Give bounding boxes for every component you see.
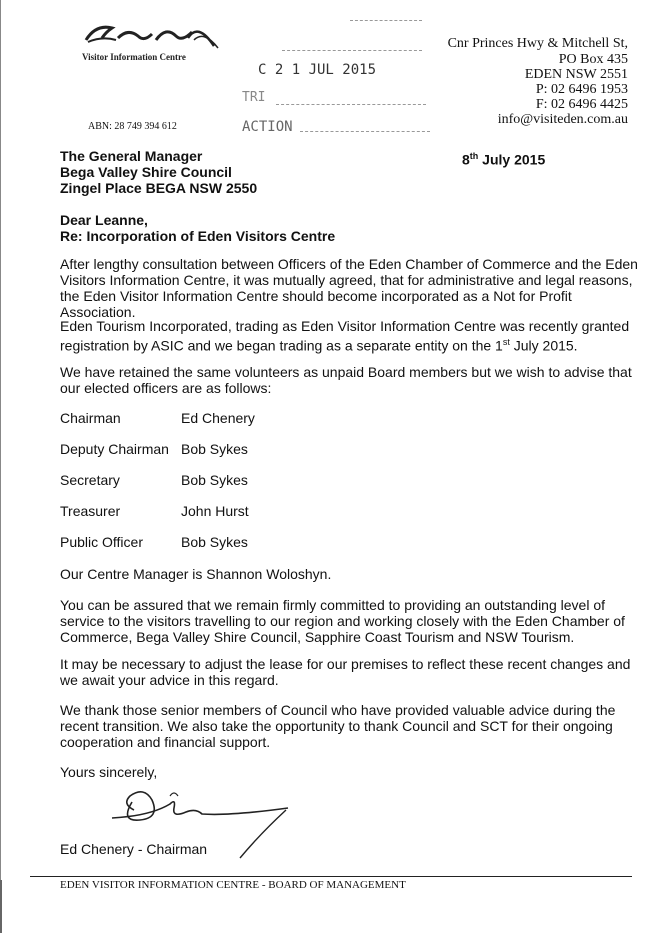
logo-wave-icon xyxy=(82,18,222,54)
paragraph-lease: It may be necessary to adjust the lease for our premises to reflect these recent changes and we await your advice in this regard. xyxy=(60,656,631,688)
recipient-line-2: Bega Valley Shire Council xyxy=(60,164,232,180)
logo-subtitle: Visitor Information Centre xyxy=(82,52,186,62)
registration-text: Eden Tourism Incorporated, trading as Eden Visitor Information Centre was recently granted registration by ASIC and we began trading as a separate entity on the 1 xyxy=(60,318,630,354)
closing: Yours sincerely, xyxy=(60,764,158,780)
address-line-3: EDEN NSW 2551 xyxy=(524,67,628,82)
officer-name: Bob Sykes xyxy=(181,472,248,488)
eden-logo xyxy=(82,18,222,70)
abn-number: ABN: 28 749 394 612 xyxy=(88,121,177,132)
address-email: info@visiteden.com.au xyxy=(497,112,628,127)
footer-divider xyxy=(30,876,632,877)
recipient-line-1: The General Manager xyxy=(60,148,203,164)
stamp-rule-2 xyxy=(276,104,426,105)
registration-date: July 2015. xyxy=(509,337,578,354)
address-fax: F: 02 6496 4425 xyxy=(535,97,628,112)
paragraph-registration xyxy=(60,318,640,354)
stamp-rule-1 xyxy=(282,50,422,51)
officer-role: Secretary xyxy=(60,472,120,488)
officer-role: Deputy Chairman xyxy=(60,441,169,457)
officer-name: John Hurst xyxy=(181,503,249,519)
stamp-rule-top xyxy=(350,20,422,21)
paragraph-commitment: You can be assured that we remain firmly committed to providing an outstanding level of service to the visitors travelling to our region and working closely with the Eden Chamber of Commerce, Bega Valley Shire Council, Sapphire Coast Tourism and NSW Tourism. xyxy=(60,597,625,645)
date-rest: July 2015 xyxy=(478,151,546,168)
letter-date xyxy=(462,148,545,168)
trim-stamp-label: TRI xyxy=(242,90,266,105)
officer-role: Treasurer xyxy=(60,503,121,519)
date-day: 8 xyxy=(462,151,470,168)
page-edge-mark xyxy=(0,880,2,933)
received-stamp-date: C 2 1 JUL 2015 xyxy=(258,62,377,78)
subject-line: Re: Incorporation of Eden Visitors Centre xyxy=(60,228,336,244)
officer-role: Public Officer xyxy=(60,534,143,550)
stamp-rule-3 xyxy=(300,131,430,132)
signatory-name: Ed Chenery - Chairman xyxy=(60,841,208,857)
officer-name: Bob Sykes xyxy=(181,534,248,550)
address-line-2: PO Box 435 xyxy=(558,52,628,67)
paragraph-manager: Our Centre Manager is Shannon Woloshyn. xyxy=(60,566,332,582)
registration-sup: st xyxy=(502,337,510,347)
address-line-1: Cnr Princes Hwy & Mitchell St, xyxy=(447,36,628,51)
officer-name: Bob Sykes xyxy=(181,441,248,457)
paragraph-thanks: We thank those senior members of Council who have provided valuable advice during the recent transition. We also take the opportunity to thank Council and SCT for their ongoing cooperation and financial support. xyxy=(60,702,616,750)
paragraph-consultation: After lengthy consultation between Officers of the Eden Chamber of Commerce and the Eden Visitors Information Centre, it was mutually agreed, that for administrative and legal reasons, the Eden Visitor Information Centre should become incorporated as a Not for Profit Association. xyxy=(60,256,638,320)
recipient-line-3: Zingel Place BEGA NSW 2550 xyxy=(60,180,258,196)
action-stamp-label: ACTION xyxy=(242,119,293,135)
page-edge xyxy=(0,0,1,933)
footer-text: EDEN VISITOR INFORMATION CENTRE - BOARD OF MANAGEMENT xyxy=(60,879,406,891)
officer-name: Ed Chenery xyxy=(181,410,255,426)
officer-role: Chairman xyxy=(60,410,121,426)
salutation: Dear Leanne, xyxy=(60,212,148,228)
date-suffix: th xyxy=(469,151,479,161)
address-phone: P: 02 6496 1953 xyxy=(535,82,628,97)
paragraph-volunteers: We have retained the same volunteers as unpaid Board members but we wish to advise that our elected officers are as follows: xyxy=(60,364,632,396)
